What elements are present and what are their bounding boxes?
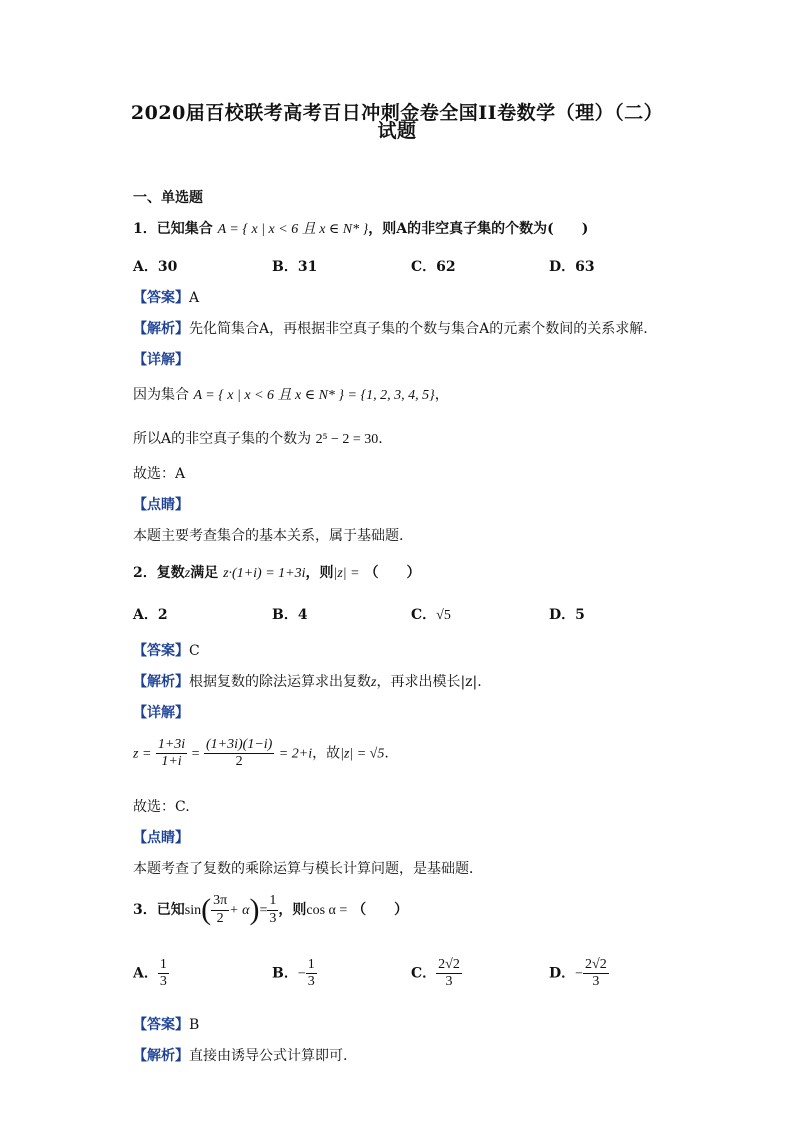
q1-comment-heading: 【点睛】	[133, 497, 189, 513]
q2-comment: 本题考查了复数的乘除运算与模长计算问题，是基础题．	[133, 861, 483, 877]
q2-choice: 故选：C.	[133, 799, 190, 815]
q2-detail-heading: 【详解】	[133, 705, 189, 721]
q3-analysis: 【解析】直接由诱导公式计算即可.	[133, 1048, 348, 1064]
q2-answer: 【答案】C	[133, 643, 200, 659]
q1-option-d: D．63	[549, 259, 595, 275]
set-expression: A = { x | x < 6 且 x ∈ N* }	[217, 222, 369, 237]
q1-comment: 本题主要考查集合的基本关系，属于基础题.	[133, 528, 404, 544]
fraction: $\frac{(1+3i)(1-i)}{2}$	[206, 737, 273, 770]
q2-option-a: A．2	[133, 607, 168, 623]
fraction: $\frac{2√2}{3}$	[585, 957, 607, 990]
q3-option-d: D．− $\frac{2√2}{3}$	[549, 957, 607, 990]
q3-option-c: C． $\frac{2√2}{3}$	[411, 957, 460, 990]
q2-option-c: C．√5	[411, 607, 451, 623]
q2-option-b: B．4	[272, 607, 308, 623]
q3-answer: 【答案】B	[133, 1017, 200, 1033]
exam-title-line2: 试题	[377, 120, 417, 142]
question-number: 2．	[133, 565, 157, 581]
question-3-stem: 3．已知sin( $\frac{3\pi}{2}$ + α)= $\frac{1}{3}$ ，则cos α = （ ）	[133, 893, 409, 926]
fraction: $\frac{2√2}{3}$	[438, 957, 460, 990]
exam-title: 2020届百校联考高考百日冲刺金卷全国II卷数学（理）（二）	[130, 102, 664, 124]
q1-answer: 【答案】A	[133, 290, 200, 306]
fraction: $\frac{1}{3}$	[159, 957, 167, 990]
q3-option-b: B．− $\frac{1}{3}$	[272, 957, 315, 990]
question-number: 1．	[133, 221, 157, 237]
q1-detail-heading: 【详解】	[133, 352, 189, 368]
fraction: $\frac{3\pi}{2}$	[213, 893, 228, 926]
section-heading: 一、单选题	[133, 190, 203, 206]
q1-analysis: 【解析】先化简集合A，再根据非空真子集的个数与集合A的元素个数间的关系求解.	[133, 321, 648, 337]
q1-option-b: B．31	[272, 259, 318, 275]
question-number: 3．	[133, 902, 157, 918]
q1-choice: 故选：A	[133, 466, 186, 482]
q1-detail-line1: 因为集合 A = { x | x < 6 且 x ∈ N* } = {1, 2, 3, 4, 5}，	[133, 387, 449, 403]
q2-comment-heading: 【点睛】	[133, 830, 189, 846]
question-1-stem: 1．已知集合 A = { x | x < 6 且 x ∈ N* }，则A的非空真子集的个数为( )	[133, 221, 589, 237]
q2-option-d: D．5	[549, 607, 585, 623]
q2-analysis: 【解析】根据复数的除法运算求出复数z，再求出模长|z|.	[133, 674, 482, 690]
fraction: $\frac{1}{3}$	[269, 893, 277, 926]
question-2-stem: 2．复数z满足 z·(1+i) = 1+3i，则|z| = （ ）	[133, 565, 421, 581]
q1-option-c: C．62	[411, 259, 456, 275]
q3-option-a: A． $\frac{1}{3}$	[133, 957, 167, 990]
q2-detail-equation: z = $\frac{1+3i}{1+i}$ = $\frac{(1+3i)(1-i)}{2}$ = 2+i，故|z| = √5.	[133, 737, 389, 770]
q1-option-a: A．30	[133, 259, 178, 275]
fraction: $\frac{1+3i}{1+i}$	[157, 737, 186, 770]
fraction: $\frac{1}{3}$	[307, 957, 315, 990]
q1-detail-line2: 所以A的非空真子集的个数为 2⁵ − 2 = 30.	[133, 431, 383, 447]
